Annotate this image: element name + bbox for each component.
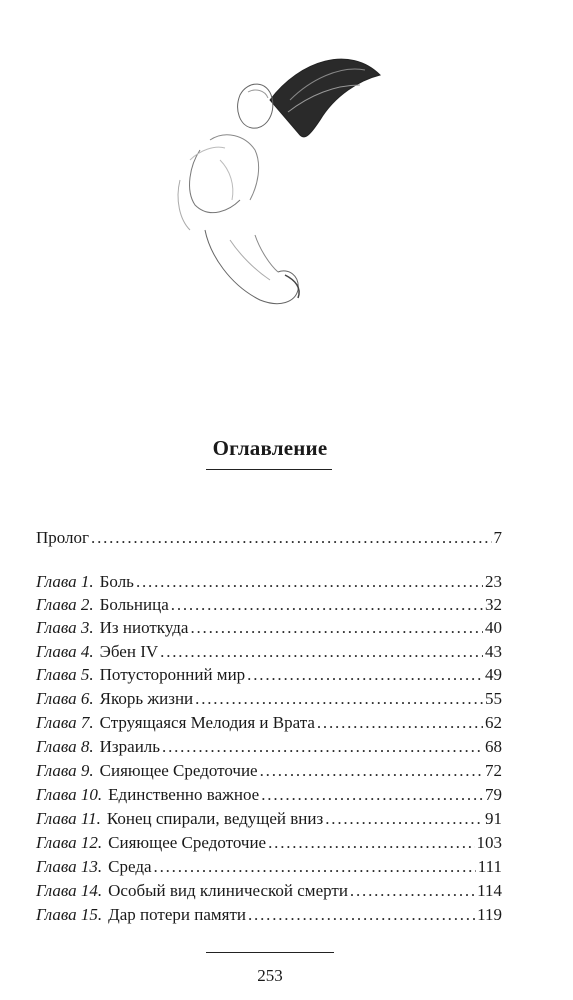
toc-entry-title: Боль: [99, 572, 134, 591]
toc-leader-dots: [160, 640, 483, 664]
toc-entry-title: Конец спирали, ведущей вниз: [106, 809, 324, 828]
toc-entry-title: Якорь жизни: [99, 689, 194, 708]
toc-chapter-number: Глава 15.: [36, 905, 103, 924]
toc-page-number: 62: [485, 713, 502, 732]
toc-entry: [36, 903, 502, 927]
toc-entry: [36, 593, 502, 617]
toc-page-number: 40: [485, 618, 502, 637]
toc-entry: [36, 616, 502, 640]
toc-chapter-number: Глава 1.: [36, 572, 94, 591]
toc-page-number: 49: [485, 665, 502, 684]
toc-entry-title: Потусторонний мир: [99, 665, 246, 684]
toc-chapter-number: Глава 10.: [36, 785, 103, 804]
toc-entry-title: Особый вид клинической смерти: [108, 881, 348, 900]
title-rule: [206, 469, 332, 470]
toc-chapter-number: Глава 5.: [36, 665, 94, 684]
toc-entry: [36, 807, 502, 831]
toc-entry-title: Пролог: [36, 528, 90, 547]
toc-leader-dots: [195, 687, 483, 711]
toc-page-number: 79: [485, 785, 502, 804]
toc-leader-dots: [171, 593, 483, 617]
toc-page-number: 32: [485, 595, 502, 614]
toc-entry-title: Эбен IV: [99, 642, 159, 661]
toc-page-number: 103: [476, 833, 502, 852]
toc-chapter-number: Глава 11.: [36, 809, 101, 828]
toc-page-number: 91: [485, 809, 502, 828]
toc-page-number: 119: [477, 905, 502, 924]
toc-entry: [36, 759, 502, 783]
toc-leader-dots: [317, 711, 483, 735]
toc-title: Оглавление: [212, 436, 328, 460]
toc-entry: [36, 735, 502, 759]
toc-chapter-number: Глава 2.: [36, 595, 94, 614]
toc-entry: [36, 663, 502, 687]
toc-page-number: 114: [477, 881, 502, 900]
toc-entry-title: Единственно важное: [108, 785, 260, 804]
toc-entry: [36, 783, 502, 807]
toc-entry-title: Струящаяся Мелодия и Врата: [99, 713, 315, 732]
toc-entry-title: Больница: [99, 595, 169, 614]
toc-entry: [36, 831, 502, 855]
toc-entry-title: Дар потери памяти: [108, 905, 246, 924]
toc-entry: [36, 526, 502, 550]
toc-leader-dots: [91, 526, 491, 550]
toc-chapter-number: Глава 14.: [36, 881, 103, 900]
toc-page-number: 111: [477, 857, 502, 876]
toc-leader-dots: [268, 831, 474, 855]
toc-chapter-number: Глава 4.: [36, 642, 94, 661]
toc-leader-dots: [248, 903, 475, 927]
toc-leader-dots: [154, 855, 476, 879]
toc-entry-title: Из ниоткуда: [99, 618, 189, 637]
toc-page-number: 68: [485, 737, 502, 756]
toc-entry-title: Израиль: [99, 737, 161, 756]
toc-chapter-number: Глава 13.: [36, 857, 103, 876]
toc-entry: [36, 570, 502, 594]
toc-leader-dots: [247, 663, 483, 687]
toc-leader-dots: [136, 570, 483, 594]
toc-entry-title: Среда: [108, 857, 152, 876]
toc-chapter-number: Глава 6.: [36, 689, 94, 708]
toc-leader-dots: [260, 759, 483, 783]
toc-entry: [36, 879, 502, 903]
toc-page-number: 72: [485, 761, 502, 780]
toc-entry: [36, 640, 502, 664]
toc-entry: [36, 711, 502, 735]
toc-page-number: 7: [493, 528, 502, 547]
toc-chapter-number: Глава 9.: [36, 761, 94, 780]
angel-sketch-icon: [170, 40, 390, 340]
toc-page-number: 55: [485, 689, 502, 708]
toc-chapter-number: Глава 8.: [36, 737, 94, 756]
toc-chapter-number: Глава 3.: [36, 618, 94, 637]
bottom-rule: [206, 952, 334, 953]
toc-leader-dots: [350, 879, 475, 903]
toc-chapter-number: Глава 12.: [36, 833, 103, 852]
toc-page-number: 43: [485, 642, 502, 661]
toc-leader-dots: [261, 783, 483, 807]
page-number: 253: [257, 966, 283, 985]
toc-leader-dots: [325, 807, 483, 831]
toc-entry-title: Сияющее Средоточие: [99, 761, 258, 780]
toc-page-number: 23: [485, 572, 502, 591]
toc-entry: [36, 687, 502, 711]
toc-leader-dots: [190, 616, 483, 640]
toc-chapter-number: Глава 7.: [36, 713, 94, 732]
toc-entry: [36, 855, 502, 879]
toc-entry-title: Сияющее Средоточие: [108, 833, 267, 852]
toc-leader-dots: [162, 735, 483, 759]
